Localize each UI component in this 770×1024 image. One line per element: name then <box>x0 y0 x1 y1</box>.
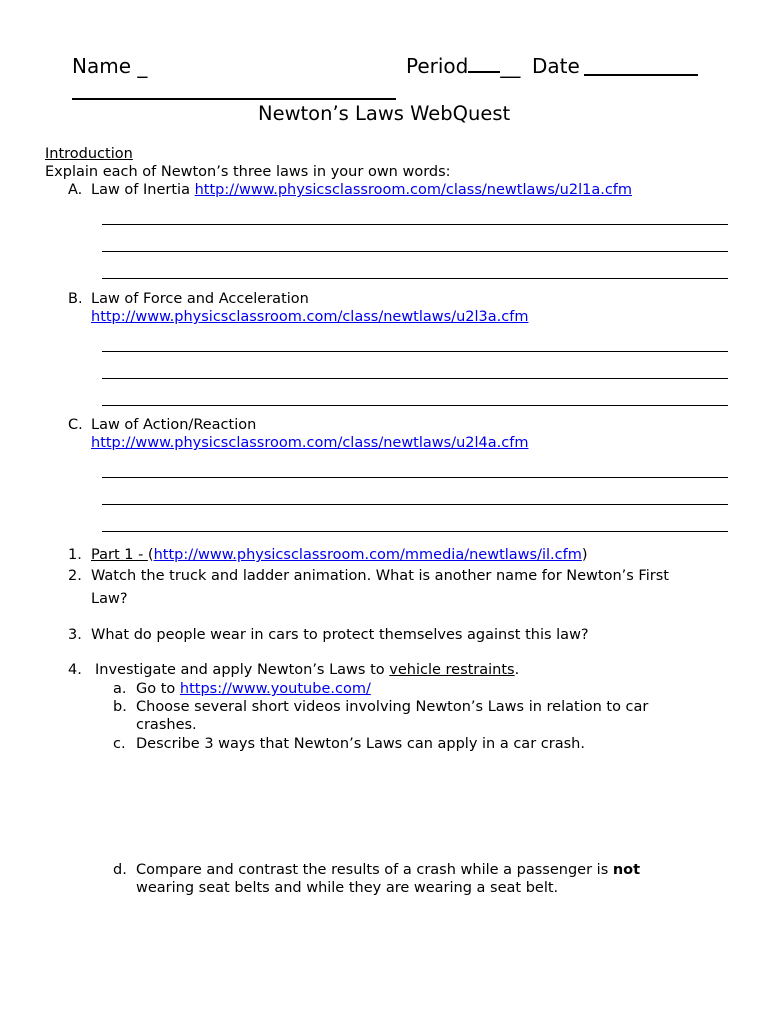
q4a-letter: a. <box>113 681 127 697</box>
answer-line[interactable] <box>102 405 728 406</box>
question-2-line2: Law? <box>91 591 128 607</box>
law-c-item: C. <box>68 417 83 433</box>
intro-heading: Introduction <box>45 146 133 162</box>
law-b-label: Law of Force and Acceleration <box>91 291 309 307</box>
law-c-label: Law of Action/Reaction <box>91 417 257 433</box>
name-blank[interactable] <box>72 98 396 100</box>
q4a: Go to https://www.youtube.com/ <box>136 681 371 697</box>
period-blank[interactable] <box>468 71 500 73</box>
q4d-line1: Compare and contrast the results of a crash while a passenger is not <box>136 862 641 878</box>
q4d-line2: wearing seat belts and while they are wearing a seat belt. <box>136 880 559 896</box>
date-blank[interactable] <box>584 74 698 76</box>
q4b-line2: crashes. <box>136 717 197 733</box>
q4b-letter: b. <box>113 699 127 715</box>
law-a-label: Law of Inertia <box>91 182 190 198</box>
law-a-link[interactable]: http://www.physicsclassroom.com/class/newtlaws/u2l1a.cfm <box>194 182 633 198</box>
q4b-line1: Choose several short videos involving Newton’s Laws in relation to car <box>136 699 649 715</box>
answer-line[interactable] <box>102 378 728 379</box>
question-2-line1: Watch the truck and ladder animation. What is another name for Newton’s First <box>91 568 669 584</box>
question-3-number: 3. <box>68 627 82 643</box>
law-b-link[interactable]: http://www.physicsclassroom.com/class/newtlaws/u2l3a.cfm <box>91 309 529 325</box>
name-label: Name _ <box>72 54 148 78</box>
question-4-number: 4. <box>68 662 82 678</box>
answer-line[interactable] <box>102 278 728 279</box>
part-1-label: Part 1 - <box>91 547 148 563</box>
answer-line[interactable] <box>102 477 728 478</box>
answer-line[interactable] <box>102 531 728 532</box>
question-1: Part 1 - (http://www.physicsclassroom.com/mmedia/newtlaws/il.cfm) <box>91 547 588 563</box>
question-3: What do people wear in cars to protect themselves against this law? <box>91 627 589 643</box>
question-1-number: 1. <box>68 547 82 563</box>
answer-line[interactable] <box>102 351 728 352</box>
youtube-link[interactable]: https://www.youtube.com/ <box>179 681 371 697</box>
law-b-item: B. <box>68 291 83 307</box>
question-4: Investigate and apply Newton’s Laws to vehicle restraints. <box>95 662 520 678</box>
q4c-letter: c. <box>113 736 126 752</box>
not-emphasis: not <box>612 862 641 878</box>
law-c-link[interactable]: http://www.physicsclassroom.com/class/newtlaws/u2l4a.cfm <box>91 435 529 451</box>
vehicle-restraints-link[interactable]: vehicle restraints <box>389 662 515 678</box>
period-label: Period __ <box>406 54 521 78</box>
answer-line[interactable] <box>102 504 728 505</box>
answer-line[interactable] <box>102 251 728 252</box>
page-title: Newton’s Laws WebQuest <box>258 102 511 125</box>
question-1-link[interactable]: http://www.physicsclassroom.com/mmedia/newtlaws/il.cfm <box>153 547 582 563</box>
q4d-letter: d. <box>113 862 127 878</box>
q4c: Describe 3 ways that Newton’s Laws can apply in a car crash. <box>136 736 585 752</box>
law-a-item: A. <box>68 182 83 198</box>
law-a-text <box>91 181 632 199</box>
question-2-number: 2. <box>68 568 82 584</box>
date-label: Date <box>532 54 580 78</box>
intro-instruction: Explain each of Newton’s three laws in your own words: <box>45 164 451 180</box>
answer-line[interactable] <box>102 224 728 225</box>
